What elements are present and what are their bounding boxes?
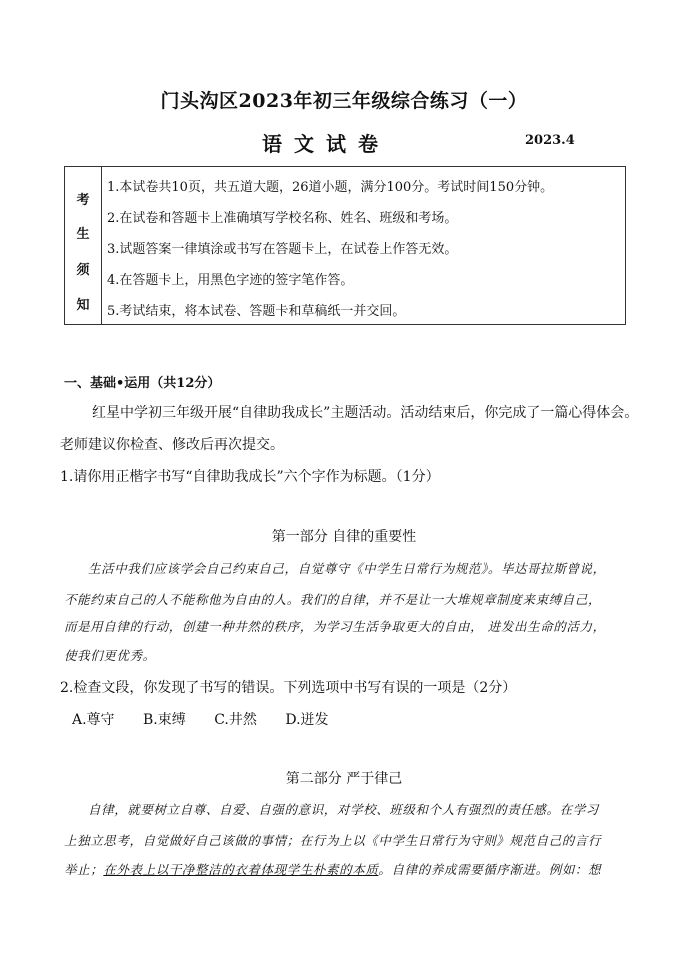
- notice-line: 1.本试卷共10页，共五道大题，26道小题，满分100分。考试时间150分钟。: [107, 180, 554, 195]
- notice-side-label: [65, 167, 102, 324]
- option-c: C.井然: [214, 712, 257, 728]
- part2-line3-prefix: 举止；: [64, 862, 104, 877]
- notice-line: 5.考试结束，将本试卷、答题卡和草稿纸一并交回。: [107, 304, 406, 319]
- exam-title: 门头沟区2023年初三年级综合练习（一）: [160, 90, 528, 112]
- part2-line: [64, 860, 601, 878]
- exam-date: 2023.4: [525, 133, 575, 148]
- part1-line: 使我们更优秀。: [64, 648, 156, 663]
- intro-paragraph-line: 老师建议你检查、修改后再次提交。: [60, 437, 284, 453]
- side-char: 考: [76, 193, 90, 208]
- part2-line: 自律，就要树立自尊、自爱、自强的意识，对学校、班级和个人有强烈的责任感。在学习: [88, 802, 599, 817]
- notice-line: 4.在答题卡上，用黑色字迹的签字笔作答。: [107, 273, 354, 288]
- notice-line: 3.试题答案一律填涂或书写在答题卡上，在试卷上作答无效。: [107, 242, 458, 257]
- underlined-sentence: 在外表上以干净整洁的衣着体现学生朴素的本质: [103, 862, 379, 877]
- part2-line3-suffix: 。自律的养成需要循序渐进。例如：想: [378, 862, 602, 877]
- intro-paragraph-line: 红星中学初三年级开展“自律助我成长”主题活动。活动结束后，你完成了一篇心得体会。: [92, 405, 639, 421]
- part1-title: 第一部分 自律的重要性: [271, 529, 417, 545]
- side-char: 知: [76, 298, 90, 313]
- part2-line: 上独立思考，自觉做好自己该做的事情；在行为上以《中学生日常行为守则》规范自己的言行: [64, 833, 602, 848]
- question-1: 1.请你用正楷字书写“自律助我成长”六个字作为标题。（1分）: [60, 469, 440, 485]
- part1-line: 而是用自律的行动，创建一种井然的秩序，为学习生活争取更大的自由， 进发出生命的活力，: [64, 619, 606, 634]
- question-2: 2.检查文段，你发现了书写的错误。下列选项中书写有误的一项是（2分）: [60, 680, 517, 696]
- part1-line: 生活中我们应该学会自己约束自己，自觉尊守《中学生日常行为规范》。毕达哥拉斯曾说，: [88, 561, 606, 576]
- option-b: B.束缚: [143, 712, 186, 728]
- section-heading: 一、基础•运用（共12分）: [64, 376, 221, 391]
- option-a: A.尊守: [72, 712, 115, 728]
- q2-options: [72, 709, 353, 729]
- notice-line: 2.在试卷和答题卡上准确填写学校名称、姓名、班级和考场。: [107, 211, 458, 226]
- candidate-notice-box: [64, 166, 626, 325]
- exam-subtitle: 语文试卷: [262, 132, 390, 156]
- side-char: 生: [76, 227, 90, 242]
- option-d: D.迸发: [285, 712, 329, 728]
- part2-title: 第二部分 严于律己: [285, 771, 403, 787]
- part1-line: 不能约束自己的人不能称他为自由的人。我们的自律，并不是让一大堆规章制度来束缚自己，: [64, 592, 602, 607]
- side-char: 须: [76, 263, 90, 278]
